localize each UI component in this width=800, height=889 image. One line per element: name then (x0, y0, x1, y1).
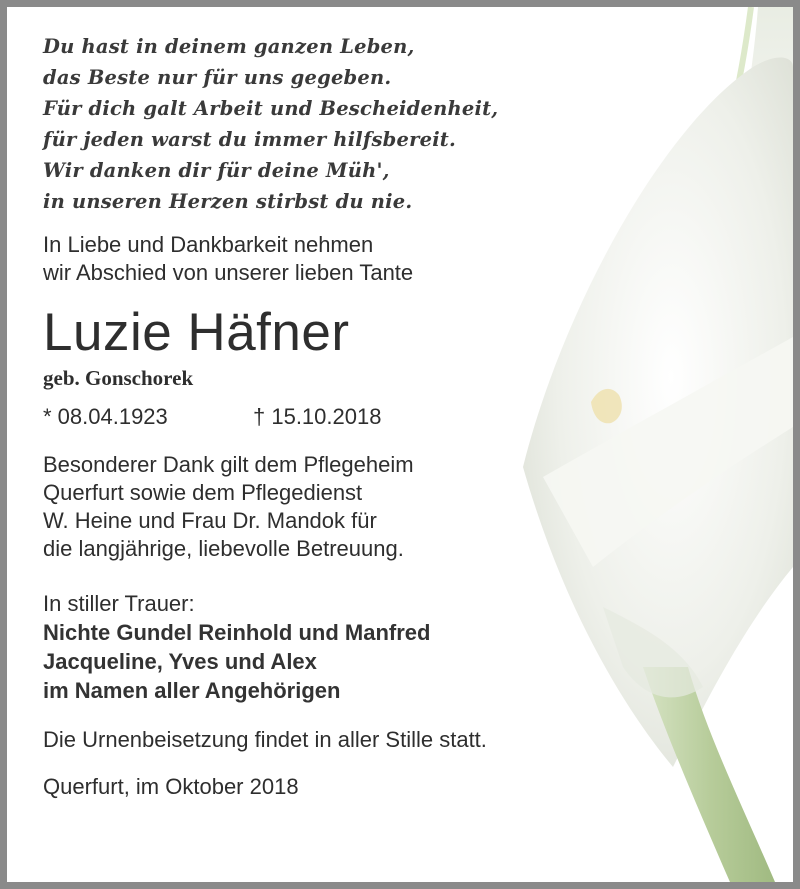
burial-note: Die Urnenbeisetzung findet in aller Stille statt. (43, 727, 487, 752)
obituary-text (43, 31, 603, 801)
thanks-paragraph (43, 451, 603, 563)
poem-line: das Beste nur für uns gegeben. (43, 66, 392, 89)
death-date: † 15.10.2018 (253, 404, 382, 429)
mourners-line: im Namen aller Angehörigen (43, 678, 341, 703)
intro (43, 231, 603, 287)
poem-line: in unseren Herzen stirbst du nie. (43, 190, 413, 213)
birth-date: * 08.04.1923 (43, 404, 168, 429)
mourners-intro: In stiller Trauer: (43, 591, 195, 616)
poem-line: Du hast in deinem ganzen Leben, (43, 35, 415, 58)
place-date: Querfurt, im Oktober 2018 (43, 774, 299, 799)
mourners-line: Nichte Gundel Reinhold und Manfred (43, 620, 431, 645)
poem (43, 31, 603, 217)
intro-line: In Liebe und Dankbarkeit nehmen (43, 232, 374, 257)
intro-line: wir Abschied von unserer lieben Tante (43, 260, 414, 285)
thanks-line: die langjährige, liebevolle Betreuung. (43, 536, 404, 561)
thanks-line: Besonderer Dank gilt dem Pflegeheim (43, 452, 414, 477)
thanks-line: Querfurt sowie dem Pflegedienst (43, 480, 363, 505)
deceased-name: Luzie Häfner (43, 303, 350, 362)
poem-line: Für dich galt Arbeit und Bescheidenheit, (43, 97, 499, 120)
life-dates (43, 403, 603, 431)
maiden-name: geb. Gonschorek (43, 366, 194, 390)
poem-line: für jeden warst du immer hilfsbereit. (43, 128, 456, 151)
thanks-line: W. Heine und Frau Dr. Mandok für (43, 508, 377, 533)
mourners (43, 589, 603, 705)
mourners-line: Jacqueline, Yves und Alex (43, 649, 317, 674)
poem-line: Wir danken dir für deine Müh', (43, 159, 390, 182)
